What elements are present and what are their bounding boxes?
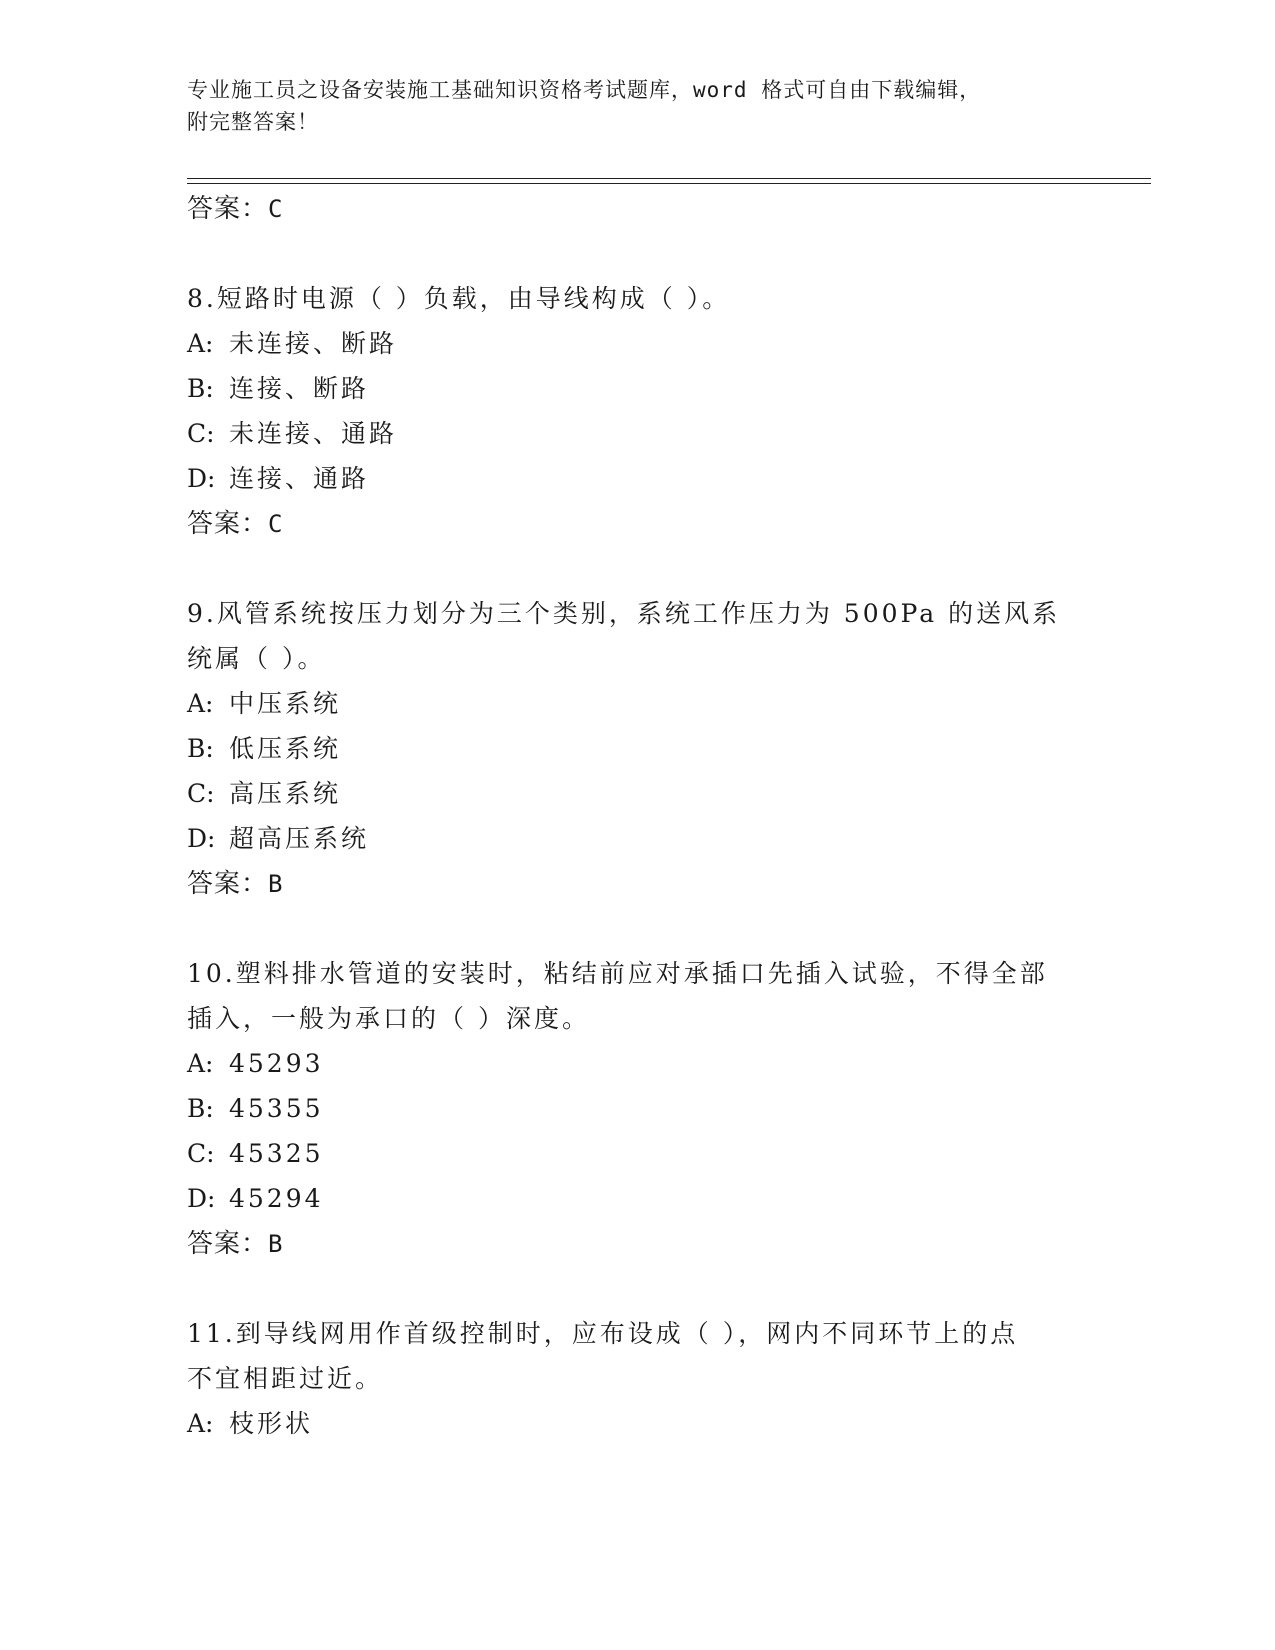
option-c	[187, 411, 1087, 456]
answer-label: 答案：	[187, 509, 269, 539]
option-c	[187, 1131, 1087, 1176]
answer-label: 答案：	[187, 194, 269, 224]
answer-label: 答案：	[187, 1229, 269, 1259]
question-block	[187, 1311, 1087, 1446]
option-key: A:	[187, 1049, 214, 1078]
answer-line	[187, 186, 1087, 232]
question-block	[187, 276, 1087, 547]
option-text: 45355	[229, 1094, 324, 1123]
question-block	[187, 951, 1087, 1267]
option-d	[187, 1176, 1087, 1221]
question-list	[187, 186, 1087, 1446]
option-key: A:	[187, 1409, 214, 1438]
answer-value: B	[268, 870, 284, 898]
option-text: 连接、通路	[229, 464, 370, 493]
option-d	[187, 816, 1087, 861]
question-text-line: 不宜相距过近。	[187, 1364, 384, 1393]
option-key: B:	[187, 734, 214, 763]
question-text-line: 11.到导线网用作首级控制时，应布设成（ ），网内不同环节上的点	[187, 1319, 1019, 1348]
question-text-line: 统属（ ）。	[187, 644, 326, 673]
option-text: 中压系统	[229, 689, 342, 718]
option-key: A:	[187, 329, 214, 358]
header-divider-top	[187, 178, 1151, 179]
option-a	[187, 1401, 1087, 1446]
option-b	[187, 726, 1087, 771]
option-d	[187, 456, 1087, 501]
option-c	[187, 771, 1087, 816]
answer-line	[187, 861, 1087, 907]
answer-label: 答案：	[187, 869, 269, 899]
question-text-line: 8.短路时电源（ ）负载，由导线构成（ ）。	[187, 284, 731, 313]
header-divider-bottom	[187, 183, 1151, 184]
document-header	[187, 74, 1067, 138]
answer-line	[187, 501, 1087, 547]
option-key: A:	[187, 689, 214, 718]
answer-line	[187, 1221, 1087, 1267]
option-key: C:	[187, 1139, 215, 1168]
question-text-line: 10.塑料排水管道的安装时，粘结前应对承插口先插入试验，不得全部	[187, 959, 1048, 988]
option-b	[187, 1086, 1087, 1131]
option-key: B:	[187, 374, 214, 403]
option-text: 高压系统	[229, 779, 342, 808]
option-b	[187, 366, 1087, 411]
option-text: 未连接、通路	[229, 419, 398, 448]
option-text: 未连接、断路	[229, 329, 398, 358]
option-text: 低压系统	[229, 734, 342, 763]
answer-value: C	[268, 195, 284, 223]
answer-value: B	[268, 1230, 284, 1258]
option-a	[187, 321, 1087, 366]
option-key: D:	[187, 824, 216, 853]
option-text: 枝形状	[229, 1409, 314, 1438]
option-a	[187, 681, 1087, 726]
option-text: 45293	[229, 1049, 324, 1078]
question-block	[187, 591, 1087, 907]
option-a	[187, 1041, 1087, 1086]
option-key: B:	[187, 1094, 214, 1123]
option-text: 45294	[229, 1184, 324, 1213]
option-text: 45325	[229, 1139, 324, 1168]
header-line-2: 附完整答案！	[187, 110, 319, 134]
answer-value: C	[268, 510, 284, 538]
option-text: 超高压系统	[229, 824, 370, 853]
question-text-line: 9.风管系统按压力划分为三个类别，系统工作压力为 500Pa 的送风系	[187, 599, 1061, 628]
option-key: C:	[187, 779, 215, 808]
option-text: 连接、断路	[229, 374, 370, 403]
option-key: C:	[187, 419, 215, 448]
question-text-line: 插入，一般为承口的（ ）深度。	[187, 1004, 590, 1033]
option-key: D:	[187, 464, 216, 493]
header-line-1: 专业施工员之设备安装施工基础知识资格考试题库，word 格式可自由下载编辑，	[187, 78, 982, 102]
option-key: D:	[187, 1184, 216, 1213]
